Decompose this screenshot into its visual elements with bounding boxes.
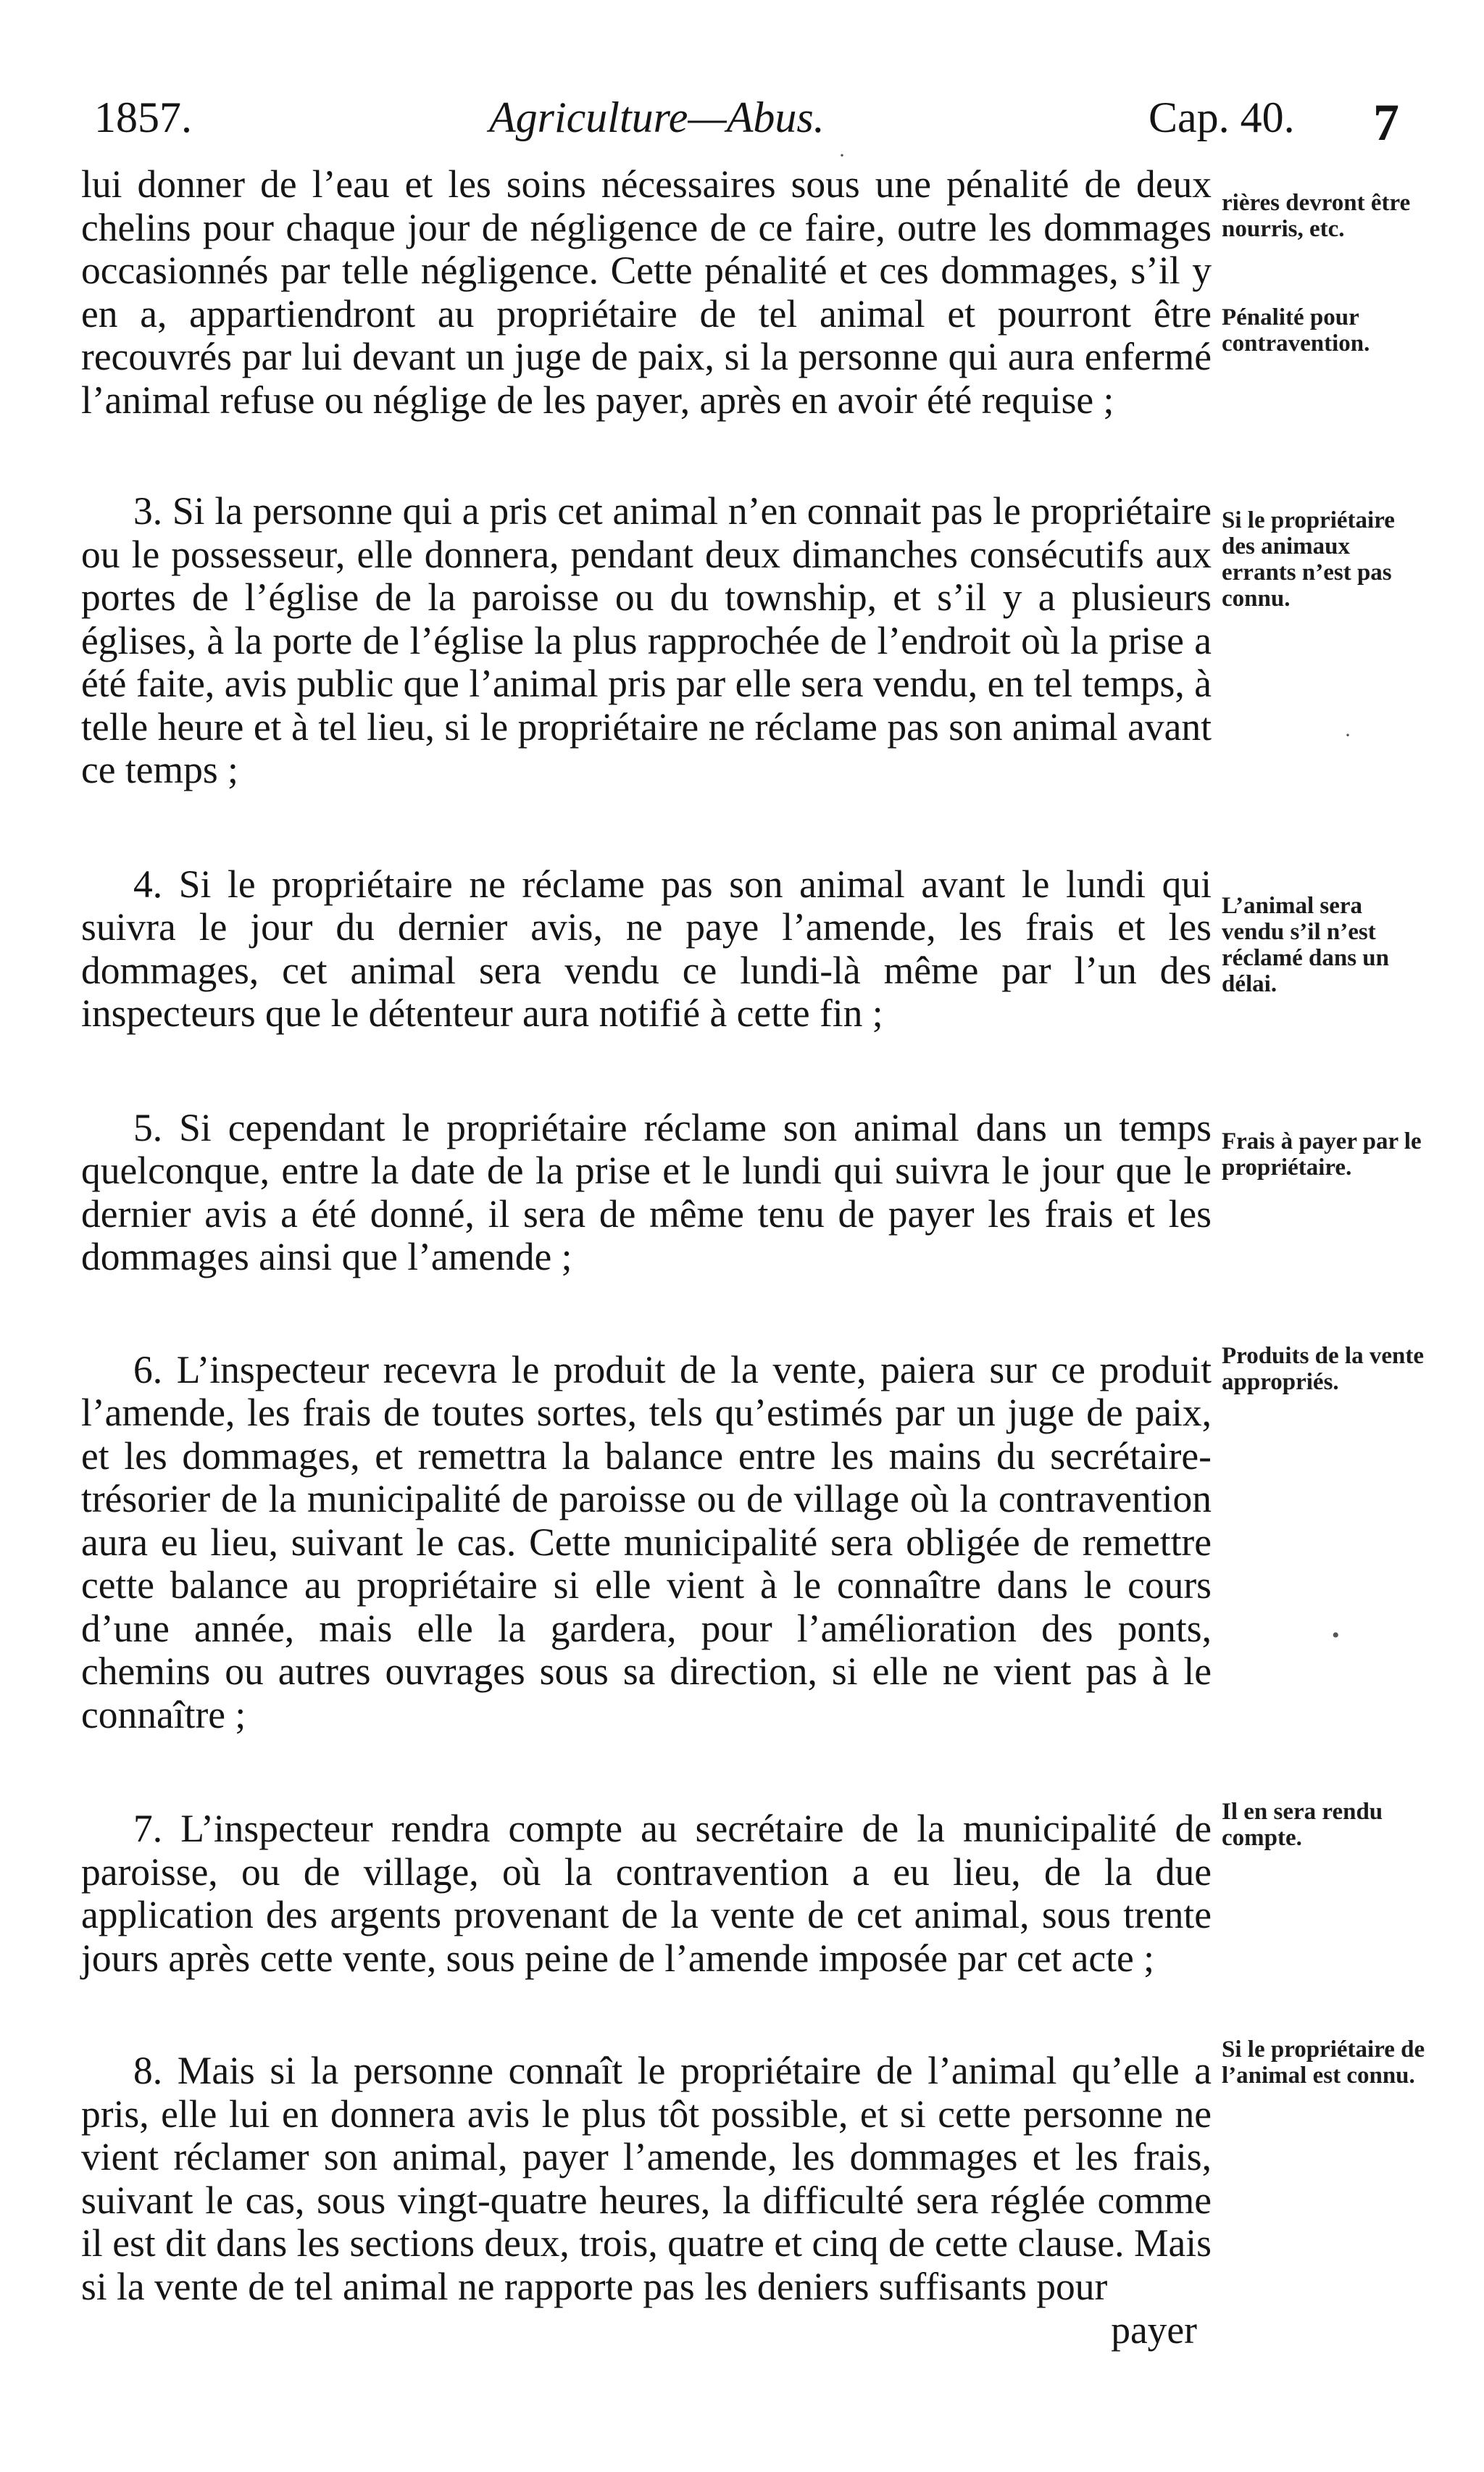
running-header — [94, 93, 1398, 151]
margin-note: L’animal sera vendu s’il n’est réclamé dans un délai. — [1222, 893, 1389, 997]
paragraph-section-6: 6. L’inspecteur recevra le produit de la vente, paiera sur ce produit l’amende, les frais de toutes sortes, tels qu’estimés par un juge de paix, et les dommages, et remettra la balance entre les mains du secrétaire-trésorier de la municipalité de paroisse ou de village où la contravention aura eu lieu, suivant le cas. Cette municipalité sera obligée de remettre cette balance au propriétaire si elle vient à le connaître dans le cours d’une année, mais elle la gardera, pour l’amélioration des ponts, chemins ou autres ouvrages sous sa direction, si elle ne vient pas à le connaître ; — [81, 1347, 1212, 1736]
paragraph-section-3: 3. Si la personne qui a pris cet animal n’en connait pas le propriétaire ou le possesseur, elle donnera, pendant deux dimanches consécutifs aux portes de l’église de la paroisse ou du township, et s’il y a plusieurs églises, à la porte de l’église la plus rapprochée de l’endroit où la prise a été faite, avis public que l’animal pris par elle sera vendu, en tel temps, à telle heure et à tel lieu, si le propriétaire ne réclame pas son animal avant ce temps ; — [81, 489, 1212, 791]
main-text — [81, 163, 1212, 2352]
header-title: Agriculture—Abus. — [489, 93, 825, 141]
paragraph-section-8: 8. Mais si la personne connaît le propriétaire de l’animal qu’elle a pris, elle lui en donnera avis le plus tôt possible, et si cette personne ne vient réclamer son animal, payer l’amende, les dommages et les frais, suivant le cas, sous vingt-quatre heures, la difficulté sera réglée comme il est dit dans les sections deux, trois, quatre et cinq de cette clause. Mais si la vente de tel animal ne rapporte pas les deniers suffisants pour — [81, 2049, 1212, 2308]
margin-note: Il en sera rendu compte. — [1222, 1799, 1383, 1851]
header-year: 1857. — [94, 93, 192, 141]
margin-note: Si le propriétaire de l’animal est connu. — [1222, 2036, 1425, 2089]
page-number: 7 — [1373, 93, 1399, 151]
paragraph-section-5: 5. Si cependant le propriétaire réclame son animal dans un temps quelconque, entre la date de la prise et le lundi qui suivra le jour que le dernier avis a été donné, il sera de même tenu de payer les frais et les dommages ainsi que l’amende ; — [81, 1105, 1212, 1278]
print-speck: · — [1344, 723, 1351, 747]
header-chapter: Cap. 40. — [1149, 93, 1295, 141]
margin-note: Pénalité pour contravention. — [1222, 304, 1370, 357]
margin-note: Si le propriétaire des animaux errants n’est pas connu. — [1222, 507, 1395, 612]
margin-note: Frais à payer par le propriétaire. — [1222, 1128, 1422, 1181]
paragraph-continuation: lui donner de l’eau et les soins nécessaires sous une pénalité de deux chelins pour chaque jour de négligence de ce faire, outre les dommages occasionnés par telle négligence. Cette pénalité et ces dommages, s’il y en a, appartiendront au propriétaire de tel animal et pourront être recouvrés par lui devant un juge de paix, si la personne qui aura enfermé l’animal refuse ou néglige de les payer, après en avoir été requise ; — [81, 162, 1212, 422]
print-speck: · — [838, 143, 846, 167]
catchword: payer — [1111, 2308, 1197, 2352]
paragraph-section-7: 7. L’inspecteur rendra compte au secrétaire de la municipalité de paroisse, ou de village, où la contravention a eu lieu, de la due application des argents provenant de la vente de cet animal, sous trente jours après cette vente, sous peine de l’amende imposée par cet acte ; — [81, 1807, 1212, 1980]
paragraph-section-4: 4. Si le propriétaire ne réclame pas son animal avant le lundi qui suivra le jour du dernier avis, ne paye l’amende, les frais et les dommages, cet animal sera vendu ce lundi-là même par l’un des inspecteurs que le détenteur aura notifié à cette fin ; — [81, 862, 1212, 1035]
margin-note: rières devront être nourris, etc. — [1222, 190, 1411, 242]
print-speck: • — [1332, 1623, 1340, 1647]
margin-note: Produits de la vente appropriés. — [1222, 1343, 1424, 1395]
